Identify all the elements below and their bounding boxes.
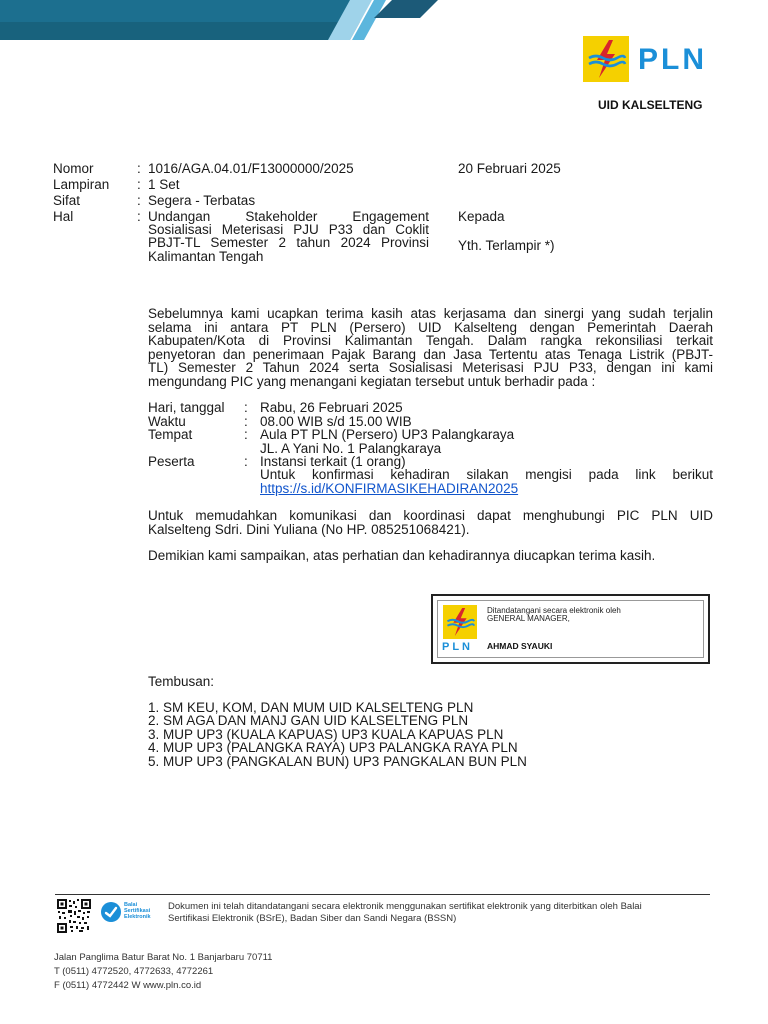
company-fax-web: F (0511) 4772442 W www.pln.co.id [54,980,202,991]
hal-line: Sosialisasi Meterisasi PJU P33 dan Coklit [148,222,429,237]
hari-label: Hari, tanggal [148,400,225,415]
colon: : [137,209,141,224]
colon: : [137,161,141,176]
colon: : [244,454,248,469]
bsre-notice-line: Dokumen ini telah ditandatangani secara elektronik menggunakan sertifikat elektronik yang diterbitkan oleh Balai [168,901,642,912]
peserta-value: Instansi terkait (1 orang) [260,454,406,469]
pln-logo-icon [583,36,629,82]
qr-code-icon [56,898,92,934]
bsre-label-line: Elektronik [124,914,151,920]
nomor-value: 1016/AGA.04.01/F13000000/2025 [148,161,354,176]
colon: : [137,193,141,208]
lampiran-value: 1 Set [148,177,180,192]
paragraph-line: mengundang PIC yang menangani kegiatan tersebut untuk berhadir pada : [148,374,596,389]
colon: : [244,427,248,442]
tembusan-item: 5. MUP UP3 (PANGKALAN BUN) UP3 PANGKALAN BUN PLN [148,754,527,769]
hal-line: PBJT-TL Semester 2 tahun 2024 Provinsi [148,235,429,250]
colon: : [137,177,141,192]
letter-date: 20 Februari 2025 [458,161,561,176]
bsre-notice-line: Sertifikasi Elektronik (BSrE), Badan Siber dan Sandi Negara (BSSN) [168,913,457,924]
hal-line: Kalimantan Tengah [148,249,264,264]
nomor-label: Nomor [53,161,94,176]
lampiran-label: Lampiran [53,177,110,192]
sig-logo-text: PLN [442,641,473,653]
waktu-value: 08.00 WIB s/d 15.00 WIB [260,414,412,429]
hari-value: Rabu, 26 Februari 2025 [260,400,403,415]
paragraph-line: Untuk memudahkan komunikasi dan koordinasi dapat menghubungi PIC PLN UID [148,508,713,523]
bsre-label-line: Sertifikasi [124,908,151,914]
e-signature-box [431,594,710,664]
tempat-value: Aula PT PLN (Persero) UP3 Palangkaraya [260,427,515,442]
kepada-label: Kepada [458,209,505,224]
paragraph-line: selama ini antara PT PLN (Persero) UID Kalselteng dengan Pemerintah Daerah [148,320,713,335]
konfirmasi-text: Untuk konfirmasi kehadiran silakan mengisi pada link berikut [260,467,713,482]
signer-name: AHMAD SYAUKI [487,641,553,651]
bsre-label-line: Balai [124,902,138,908]
signed-by-text: Ditandatangani secara elektronik oleh [487,606,621,615]
tembusan-item: 3. MUP UP3 (KUALA KAPUAS) UP3 KUALA KAPUAS PLN [148,727,504,742]
tembusan-item: 1. SM KEU, KOM, DAN MUM UID KALSELTENG PLN [148,700,474,715]
signer-position: GENERAL MANAGER, [487,614,570,623]
company-phone: T (0511) 4772520, 4772633, 4772261 [54,966,214,977]
paragraph-line: TL) Semester 2 Tahun 2024 serta Sosialisasi Meterisasi PJU P33, dengan ini kami [148,360,713,375]
paragraph-line: Kabupaten/Kota di Provinsi Kalimantan Tengah. Dalam rangka rekonsiliasi terkait [148,333,713,348]
tempat-label: Tempat [148,427,193,442]
tempat-address: JL. A Yani No. 1 Palangkaraya [260,441,442,456]
closing-paragraph: Demikian kami sampaikan, atas perhatian dan kehadirannya diucapkan terima kasih. [148,548,656,563]
bsre-logo-icon [100,901,122,923]
tembusan-title: Tembusan: [148,674,215,689]
footer-divider [55,894,710,895]
tembusan-item: 4. MUP UP3 (PALANGKA RAYA) UP3 PALANGKA RAYA PLN [148,740,518,755]
sifat-value: Segera - Terbatas [148,193,256,208]
tembusan-item: 2. SM AGA DAN MANJ GAN UID KALSELTENG PLN [148,713,469,728]
konfirmasi-link[interactable]: https://s.id/KONFIRMASIKEHADIRAN2025 [260,481,519,496]
pln-logo-icon [443,605,477,639]
bsre-label [124,902,151,920]
sifat-label: Sifat [53,193,81,208]
hal-line: Undangan Stakeholder Engagement [148,209,429,224]
paragraph-line: penyetoran dan penerimaan Pajak Barang dan Jasa Tertentu atas Tenaga Listrik (PBJT- [148,347,713,362]
hal-label: Hal [53,209,74,224]
colon: : [244,414,248,429]
company-address: Jalan Panglima Batur Barat No. 1 Banjarbaru 70711 [54,952,273,963]
header-band [0,0,768,40]
recipient: Yth. Terlampir *) [458,238,555,253]
waktu-label: Waktu [148,414,186,429]
org-unit-label: UID KALSELTENG [598,98,703,112]
peserta-label: Peserta [148,454,195,469]
colon: : [244,400,248,415]
pln-logo-text: PLN [638,43,707,76]
paragraph-line: Sebelumnya kami ucapkan terima kasih atas kerjasama dan sinergi yang sudah terjalin [148,306,713,321]
paragraph-line: Kalselteng Sdri. Dini Yuliana (No HP. 085251068421). [148,522,470,537]
